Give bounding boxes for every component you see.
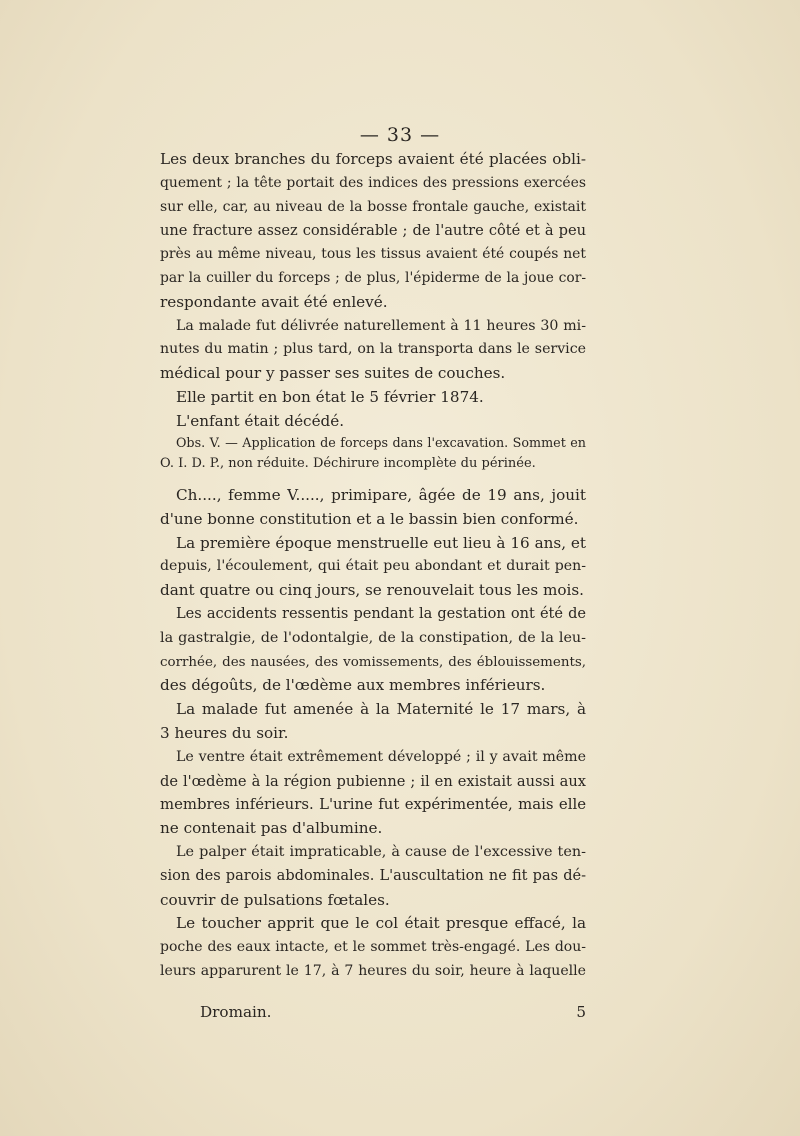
text-line: quement ; la tête portait des indices des pressions exercées [160,174,586,191]
printer-signature-line [200,1003,586,1021]
text-line: nutes du matin ; plus tard, on la transporta dans le service [160,341,586,358]
text-line: 3 heures du soir. [160,723,289,742]
text-line: Le toucher apprit que le col était presque effacé, la [176,914,586,933]
text-line: sur elle, car, au niveau de la bosse frontale gauche, existait [160,198,586,215]
text-line: L'enfant était décédé. [176,411,345,430]
text-line: corrhée, des nausées, des vomissements, des éblouissements, [160,654,586,670]
page-number: — 33 — [359,124,441,146]
printer-name: Dromain. [200,1003,272,1021]
text-line: depuis, l'écoulement, qui était peu abondant et durait pen- [160,558,586,575]
text-line: Les deux branches du forceps avaient été placées obli- [160,150,586,168]
text-line: Elle partit en bon état le 5 février 1874. [176,387,484,406]
text-line: respondante avait été enlevé. [160,292,388,311]
observation-heading [160,432,586,474]
text-line: La première époque menstruelle eut lieu à 16 ans, et [176,533,586,552]
text-line: la gastralgie, de l'odontalgie, de la constipation, de la leu- [160,629,586,646]
text-line: par la cuiller du forceps ; de plus, l'épiderme de la joue cor- [160,269,586,286]
text-line: Le ventre était extrêmement développé ; il y avait même [176,748,586,765]
text-line: Le palper était impraticable, à cause de l'excessive ten- [176,843,586,860]
text-line: O. I. D. P., non réduite. Déchirure incomplète du périnée. [160,456,536,471]
text-line: couvrir de pulsations fœtales. [160,890,390,909]
text-line: poche des eaux intacte, et le sommet très-engagé. Les dou- [160,939,586,956]
text-line: Ch...., femme V....., primipare, âgée de 19 ans, jouit [176,486,586,504]
text-line: La malade fut délivrée naturellement à 11 heures 30 mi- [176,317,586,334]
text-line: dant quatre ou cinq jours, se renouvelait tous les mois. [160,581,584,600]
text-line: des dégoûts, de l'œdème aux membres inférieurs. [160,676,546,695]
text-line: une fracture assez considérable ; de l'autre côté et à peu [160,222,586,240]
text-line: Les accidents ressentis pendant la gestation ont été de [176,605,586,622]
signature-mark: 5 [576,1003,586,1021]
text-line: sion des parois abdominales. L'auscultation ne fit pas dé- [160,867,586,884]
text-line: près au même niveau, tous les tissus avaient été coupés net [160,246,586,263]
paragraph-block-1 [160,148,586,434]
paragraph-block-2 [160,484,586,984]
text-line: de l'œdème à la région pubienne ; il en existait aussi aux [160,772,586,790]
text-line: médical pour y passer ses suites de couches. [160,364,506,383]
text-line: membres inférieurs. L'urine fut expérimentée, mais elle [160,795,586,814]
text-line: ne contenait pas d'albumine. [160,819,383,838]
text-line: d'une bonne constitution et a le bassin bien conformé. [160,509,579,528]
text-line: Obs. V. — Application de forceps dans l'excavation. Sommet en [176,435,586,450]
text-line: La malade fut amenée à la Maternité le 17 mars, à [176,700,586,719]
text-line: leurs apparurent le 17, à 7 heures du soir, heure à laquelle [160,962,586,979]
